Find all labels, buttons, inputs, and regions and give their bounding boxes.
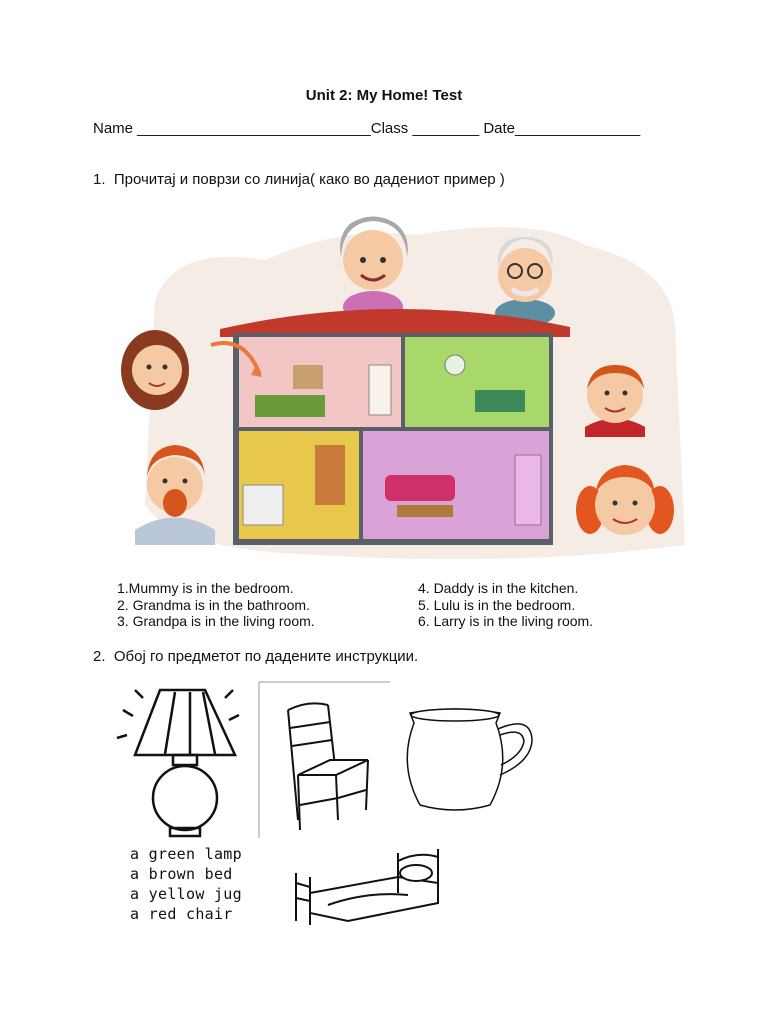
sentence-2: 2. Grandma is in the bathroom. (117, 597, 310, 613)
sentence-3: 3. Grandpa is in the living room. (117, 613, 315, 629)
house-illustration (115, 205, 690, 570)
chair-drawing (258, 680, 393, 840)
name-class-date-line: Name ____________________________Class ________ Date_______________ (93, 120, 641, 137)
page-title: Unit 2: My Home! Test (305, 87, 463, 104)
jug-drawing (400, 705, 540, 815)
lamp-drawing (115, 680, 245, 840)
instruction-red-chair: a red chair (130, 905, 233, 923)
task-1-instruction: 1. Прочитај и поврзи со линија( како во дадениот пример ) (93, 171, 505, 188)
sentence-4: 4. Daddy is in the kitchen. (418, 580, 579, 596)
instruction-green-lamp: a green lamp (130, 845, 242, 863)
instruction-brown-bed: a brown bed (130, 865, 233, 883)
sentence-1: 1.Mummy is in the bedroom. (117, 580, 294, 596)
instruction-yellow-jug: a yellow jug (130, 885, 242, 903)
sentence-5: 5. Lulu is in the bedroom. (418, 597, 576, 613)
sentence-6: 6. Larry is in the living room. (418, 613, 594, 629)
grandma-figure (340, 217, 408, 324)
task-2-instruction: 2. Обој го предметот по дадените инструкции. (93, 648, 419, 665)
bed-drawing (288, 843, 453, 928)
bathroom-room (405, 337, 549, 427)
larry-figure (585, 365, 645, 437)
